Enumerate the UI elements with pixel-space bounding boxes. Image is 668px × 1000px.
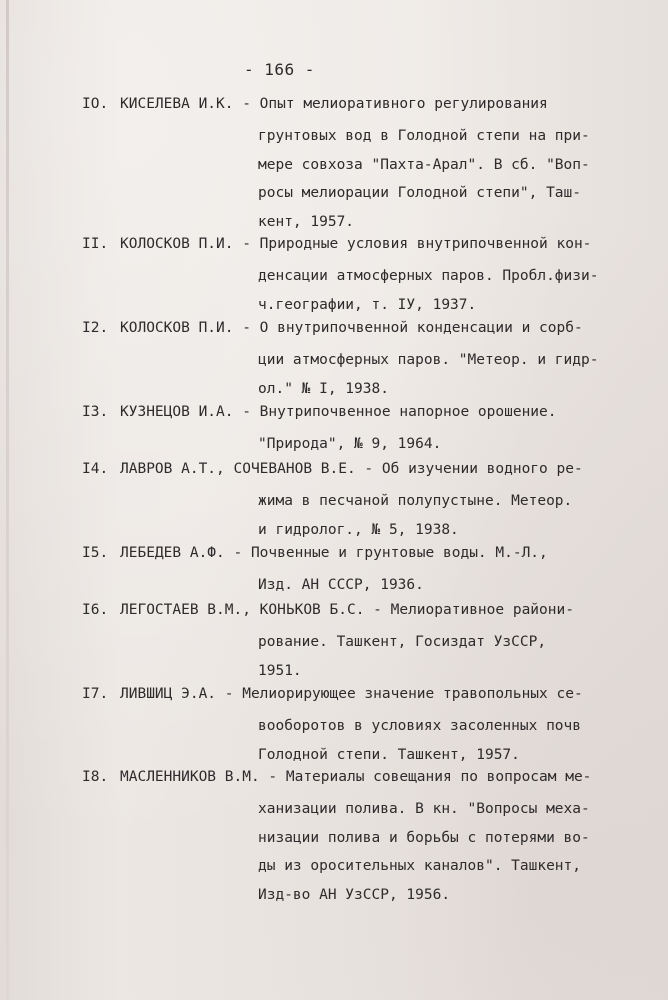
entry-heading: КУЗНЕЦОВ И.А. - Внутрипочвенное напорное орошение. <box>120 404 557 420</box>
entry-continuation <box>258 571 578 600</box>
entry-line: денсации атмосферных паров. Пробл.физи- <box>258 268 599 284</box>
entry-line: грунтовых вод в Голодной степи на при- <box>258 128 590 144</box>
entry-line: вооборотов в условиях засоленных почв <box>258 718 582 734</box>
entry-line: ханизации полива. В кн. "Вопросы меха- <box>258 801 590 817</box>
entry-continuation <box>258 628 578 685</box>
entry-number: I5. <box>82 545 109 561</box>
entry-heading: ЛЕБЕДЕВ А.Ф. - Почвенные и грунтовые воды. М.-Л., <box>120 545 548 561</box>
entry-number: I7. <box>82 686 109 702</box>
entry-line: ч.географии, т. IУ, 1937. <box>258 296 477 313</box>
entry-number: II. <box>82 236 109 252</box>
entry-continuation <box>258 795 590 909</box>
entry-line: ды из оросительных каналов". Ташкент, <box>258 858 582 874</box>
entry-number: I6. <box>82 602 109 618</box>
entry-line: росы мелиорации Голодной степи", Таш- <box>258 185 582 201</box>
entry-line: Изд-во АН УзССР, 1956. <box>258 886 451 903</box>
entry-continuation <box>258 346 599 403</box>
entry-continuation <box>258 712 582 769</box>
entry-number: IO. <box>82 96 109 112</box>
entry-number: I8. <box>82 769 109 785</box>
entry-heading: ЛЕГОСТАЕВ В.М., КОНЬКОВ Б.С. - Мелиоративное райони- <box>120 602 574 618</box>
entry-number: I3. <box>82 404 109 420</box>
entry-heading: МАСЛЕННИКОВ В.М. - Материалы совещания по вопросам ме- <box>120 769 592 785</box>
entry-line: Голодной степи. Ташкент, 1957. <box>258 746 520 763</box>
entry-line: ол." № I, 1938. <box>258 380 389 397</box>
entry-line: жима в песчаной полупустыне. Метеор. <box>258 493 573 509</box>
entry-number: I2. <box>82 320 109 336</box>
page-number: - 166 - <box>244 60 315 79</box>
entry-number: I4. <box>82 461 109 477</box>
entry-line: Изд. АН СССР, 1936. <box>258 577 424 593</box>
entry-continuation <box>258 262 599 319</box>
entry-heading: ЛАВРОВ А.Т., СОЧЕВАНОВ В.Е. - Об изучении водного ре- <box>120 461 583 477</box>
entry-line: и гидролог., № 5, 1938. <box>258 521 459 538</box>
entry-line: 1951. <box>258 662 302 679</box>
entry-continuation <box>258 487 578 544</box>
entry-heading: КИСЕЛЕВА И.К. - Опыт мелиоративного регулирования <box>120 96 548 112</box>
entry-line: ции атмосферных паров. "Метеор. и гидр- <box>258 352 599 368</box>
entry-line: низации полива и борьбы с потерями во- <box>258 829 590 846</box>
entry-heading: КОЛОСКОВ П.И. - Природные условия внутрипочвенной кон- <box>120 236 592 252</box>
entry-heading: КОЛОСКОВ П.И. - О внутрипочвенной конденсации и сорб- <box>120 320 583 336</box>
entry-heading: ЛИВШИЦ Э.А. - Мелиорирующее значение травопольных се- <box>120 686 583 702</box>
entry-line: кент, 1957. <box>258 213 355 230</box>
entry-line: мере совхоза "Пахта-Арал". В сб. "Воп- <box>258 156 590 173</box>
entry-line: "Природа", № 9, 1964. <box>258 436 442 452</box>
entry-line: рование. Ташкент, Госиздат УзССР, <box>258 634 547 650</box>
entry-continuation <box>258 122 590 236</box>
entry-continuation <box>258 430 578 459</box>
